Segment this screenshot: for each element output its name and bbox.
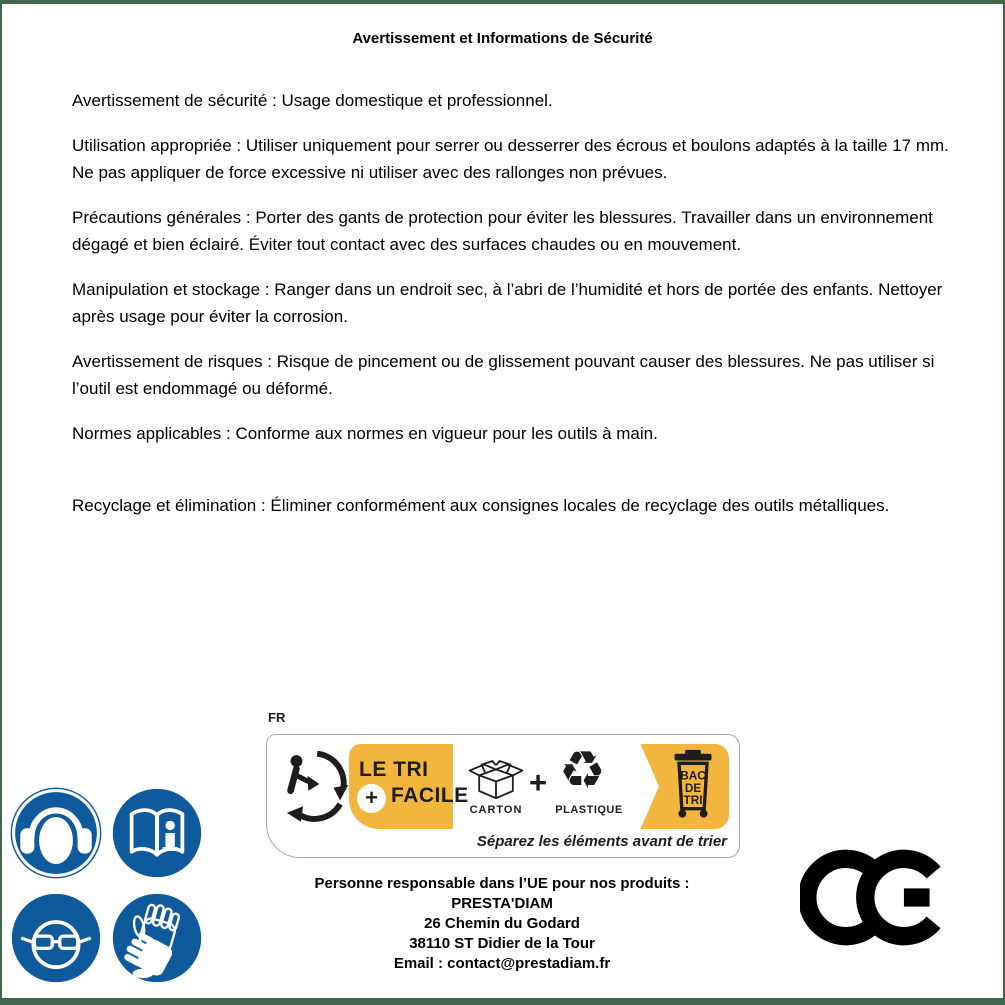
carton-label: CARTON <box>469 804 523 816</box>
paragraph-recycling: Recyclage et élimination : Éliminer conformément aux consignes locales de recyclage des outils métalliques. <box>72 496 890 515</box>
tri-facile-line2: FACILE <box>391 784 469 807</box>
read-manual-icon <box>110 786 204 880</box>
paragraph-applicable-standards: Normes applicables : Conforme aux normes en vigueur pour les outils à main. <box>72 424 658 443</box>
plastique-label: PLASTIQUE <box>555 804 623 816</box>
triman-icon <box>275 745 349 829</box>
svg-text:DE: DE <box>684 781 702 795</box>
sorting-bin-icon <box>665 747 721 821</box>
plus-separator: + <box>529 765 548 800</box>
plastic-recycle-icon: ♻ <box>559 741 606 801</box>
paragraph-handling-storage: Manipulation et stockage : Ranger dans un endroit sec, à l’abri de l’humidité et hors de portée des enfants. Nettoyer après usage pour éviter la corrosion. <box>72 280 943 326</box>
svg-text:BAC: BAC <box>680 769 706 783</box>
paragraph-risk-warning: Avertissement de risques : Risque de pincement ou de glissement pouvant causer des blessures. Ne pas utiliser si l’outil est endommagé ou déformé. <box>72 352 935 398</box>
paragraph-general-precautions: Précautions générales : Porter des gants de protection pour éviter les blessures. Travailler dans un environnement dégagé et bien éclairé. Éviter tout contact avec des surfaces chaudes ou en mouvement. <box>72 208 933 254</box>
mandatory-safety-icons <box>9 786 209 996</box>
country-code-label: FR <box>268 710 286 725</box>
contact-email: Email : contact@prestadiam.fr <box>393 955 611 972</box>
infotri-footnote: Séparez les éléments avant de trier <box>476 833 727 850</box>
wear-eye-protection-icon <box>9 891 103 985</box>
tri-facile-line1: LE TRI <box>359 758 429 781</box>
wear-gloves-icon <box>110 891 204 985</box>
wear-ear-protection-icon <box>9 786 103 880</box>
ce-mark-icon <box>800 849 945 946</box>
svg-text:TRI: TRI <box>683 794 703 808</box>
page-title: Avertissement et Informations de Sécurité <box>352 30 653 47</box>
paragraph-safety-warning: Avertissement de sécurité : Usage domestique et professionnel. <box>72 91 553 110</box>
paragraph-proper-use: Utilisation appropriée : Utiliser uniquement pour serrer ou desserrer des écrous et boulons adaptés à la taille 17 mm. Ne pas appliquer de force excessive ni utiliser avec des rallonges non prévues. <box>72 136 949 182</box>
contact-company-name: PRESTA'DIAM <box>451 895 553 912</box>
contact-street: 26 Chemin du Godard <box>424 915 580 932</box>
contact-city: 38110 ST Didier de la Tour <box>409 935 595 952</box>
safety-text-column <box>2 87 1003 519</box>
infotri-recycling-badge <box>266 734 740 858</box>
eu-responsible-person-block <box>242 874 762 974</box>
contact-line-intro: Personne responsable dans l’UE pour nos produits : <box>314 875 690 892</box>
tri-facile-plus-icon: + <box>357 784 386 813</box>
carton-box-icon <box>465 749 527 803</box>
